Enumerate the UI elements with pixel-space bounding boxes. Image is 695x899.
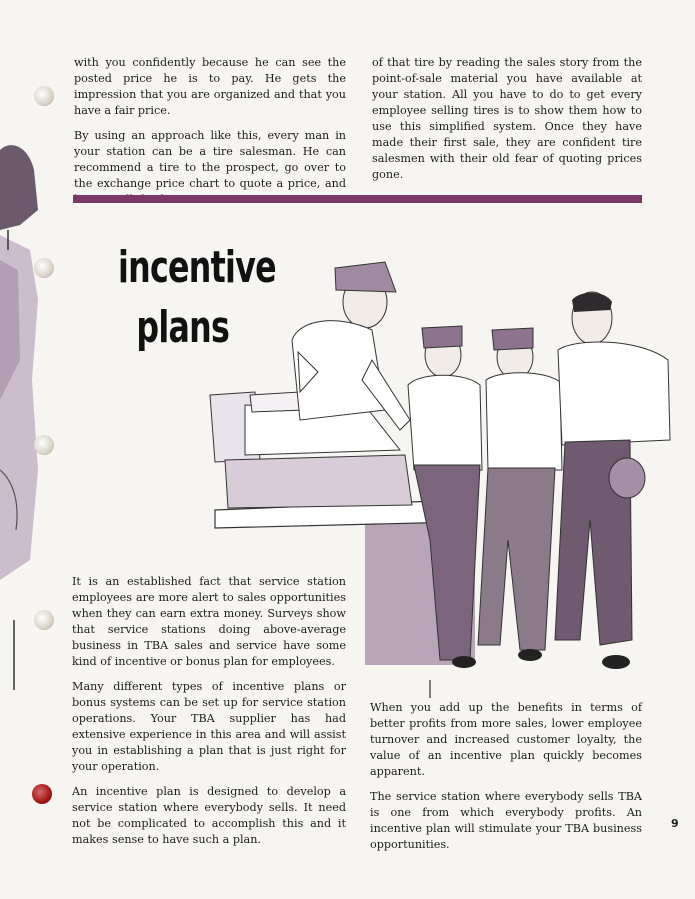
page-number: 9 — [671, 817, 679, 830]
paragraph: Many different types of incentive plans or bonus systems can be set up for service station operations. Your TBA supplier has had extensive experience in this area and will assist you in establishing a plan that is just right for your operation. — [72, 680, 346, 773]
paragraph: It is an established fact that service station employees are more alert to sales opportunities when they can earn extra money. Surveys show that service stations doing above-average business in TBA sales and service have some kind of incentive or bonus plan for employees. — [72, 575, 346, 668]
section-heading — [118, 238, 276, 358]
heading-line-1: incentive — [118, 242, 276, 293]
paragraph: with you confidently because he can see the posted price he is to pay. He gets the impression that you are organized and that you have a fair price. — [74, 56, 346, 117]
heading-line-2: plans — [136, 302, 230, 353]
paragraph: An incentive plan is designed to develop a service station where everybody sells. It need not be complicated to accomplish this and it makes sense to have such a plan. — [72, 785, 346, 846]
bottom-right-column — [370, 700, 642, 862]
paragraph: When you add up the benefits in terms of better profits from more sales, lower employee turnover and increased customer loyalty, the value of an incentive plan quickly becomes apparent. — [370, 701, 642, 778]
paragraph: of that tire by reading the sales story from the point-of-sale material you have available at your station. All you have to do to get every employee selling tires is to show them how to use this simplified system. Once they have made their first sale, they are confident tire salesmen with their old fear of quoting prices gone. — [372, 56, 642, 181]
paragraph: By using an approach like this, every man in your station can be a tire salesman. He can recommend a tire to the prospect, go over to the exchange price chart to quote a price, and — [74, 129, 346, 190]
bottom-left-column — [72, 574, 346, 857]
paragraph: The service station where everybody sells TBA is one from which everybody profits. An incentive plan will stimulate your TBA business opportunities. — [370, 790, 642, 851]
